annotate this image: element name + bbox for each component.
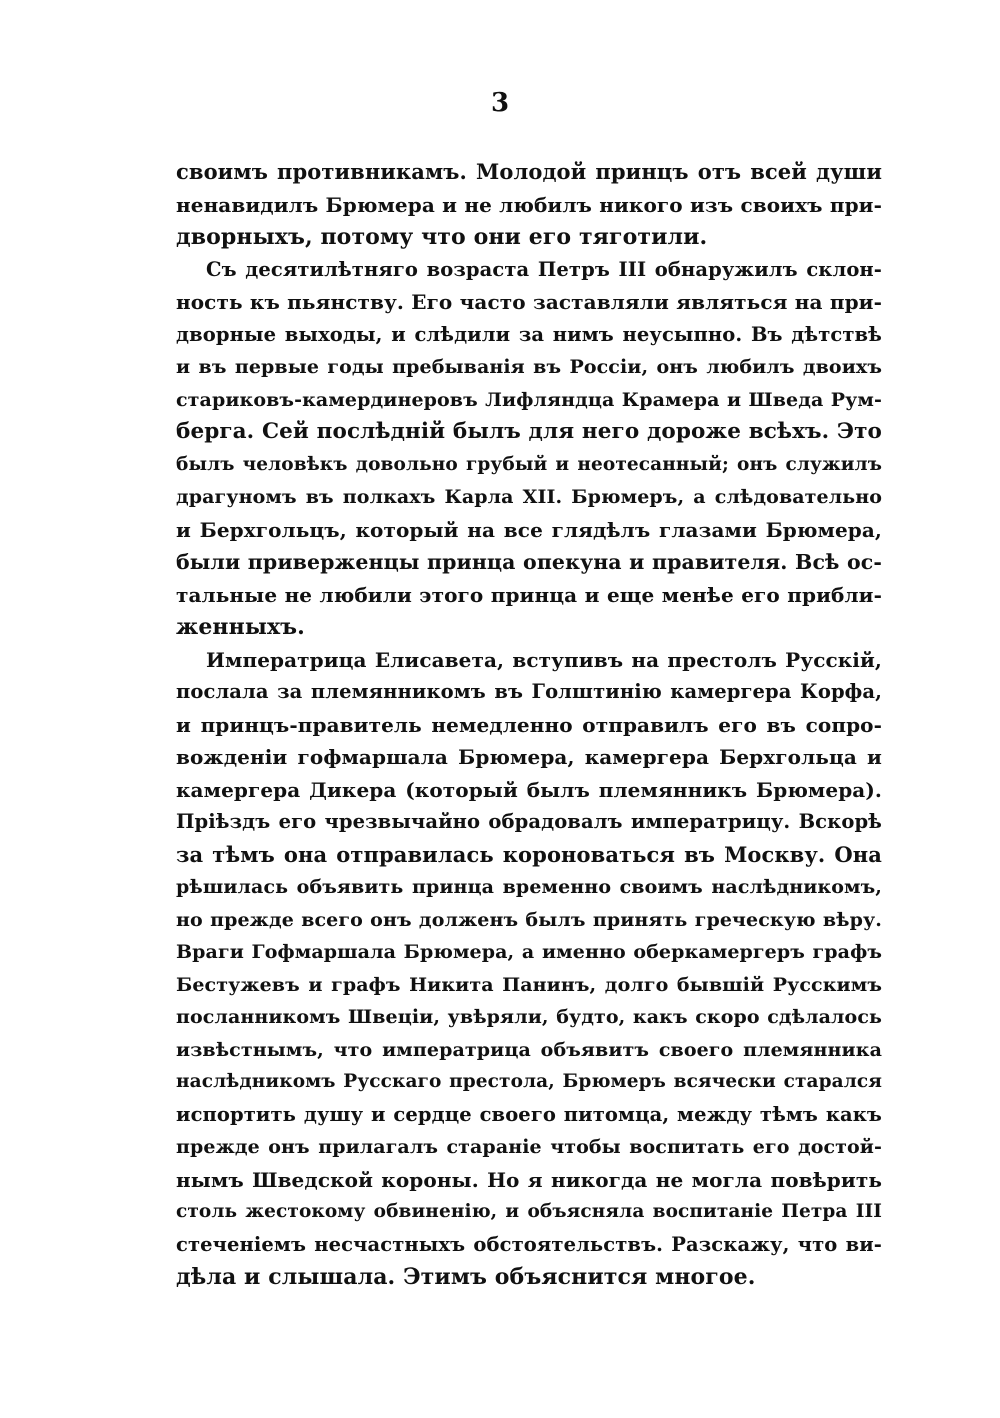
text-line: и въ первые годы пребыванія въ Россіи, онъ любилъ двоихъ [176,356,882,378]
text-line: стеченіемъ несчастныхъ обстоятельствъ. Разскажу, что ви- [176,1232,882,1256]
text-line: дѣла и слышала. Этимъ объяснится многое. [176,1264,756,1290]
text-line: тальные не любили этого принца и еще менѣе его прибли- [176,582,882,607]
text-line: были приверженцы принца опекуна и правителя. Всѣ ос- [176,550,882,574]
page-number: 3 [490,88,510,118]
text-line: прежде онъ прилагалъ стараніе чтобы воспитать его достой- [176,1136,882,1158]
text-line: женныхъ. [176,614,305,640]
text-line: за тѣмъ она отправилась короноваться въ Москву. Она [176,841,882,867]
text-line: послала за племянникомъ въ Голштинію камергера Корфа, [176,680,882,703]
text-line: дворныхъ, потому что они его тяготили. [176,224,708,250]
text-line: вожденіи гофмаршала Брюмера, камергера Берхгольца и [176,745,882,769]
text-line: драгуномъ въ полкахъ Карла XII. Брюмеръ, а слѣдовательно [176,486,882,508]
text-line: но прежде всего онъ долженъ былъ принять греческую вѣру. [176,908,882,931]
text-line: столь жестокому обвиненію, и объясняла воспитаніе Петра III [176,1201,882,1222]
text-line: испортить душу и сердце своего питомца, между тѣмъ какъ [176,1102,882,1126]
text-line: ненавидилъ Брюмера и не любилъ никого изъ своихъ при- [176,192,882,217]
text-line: камергера Дикера (который былъ племянникъ Брюмера). [176,777,882,802]
text-line: рѣшилась объявить принца временно своимъ наслѣдникомъ, [176,876,882,898]
text-line: наслѣдникомъ Русскаго престола, Брюмеръ всячески старался [176,1071,882,1092]
text-line: своимъ противникамъ. Молодой принцъ отъ всей души [176,159,882,184]
text-line: дворные выходы, и слѣдили за нимъ неусыпно. Въ дѣтствѣ [176,322,882,346]
text-line: Пріѣздъ его чрезвычайно обрадовалъ императрицу. Вскорѣ [176,810,882,833]
text-line: нымъ Шведской короны. Но я никогда не могла повѣрить [176,1167,882,1192]
text-line: Враги Гофмаршала Брюмера, а именно оберкамергеръ графъ [176,941,882,963]
text-line: извѣстнымъ, что императрица объявитъ своего племянника [176,1038,882,1061]
text-line: Бестужевъ и графъ Никита Панинъ, долго бывшій Русскимъ [176,973,882,996]
text-line: посланникомъ Швеціи, увѣряли, будто, какъ скоро сдѣлалось [176,1006,882,1028]
paragraph-start-line: Императрица Елисавета, вступивъ на престолъ Русскій, [206,647,882,672]
text-line: берга. Сей послѣдній былъ для него дороже всѣхъ. Это [176,419,882,444]
body-text [176,156,882,1294]
paragraph-start-line: Съ десятилѣтняго возраста Петръ III обнаружилъ склон- [206,257,882,281]
text-line: ность къ пьянству. Его часто заставляли являться на при- [176,290,882,314]
text-line: и Берхгольцъ, который на все глядѣлъ глазами Брюмера, [176,517,882,542]
text-line: былъ человѣкъ довольно грубый и неотесанный; онъ служилъ [176,453,882,475]
text-line: стариковъ-камердинеровъ Лифляндца Крамера и Шведа Рум- [176,388,882,411]
text-line: и принцъ-правитель немедленно отправилъ его въ сопро- [176,712,882,737]
